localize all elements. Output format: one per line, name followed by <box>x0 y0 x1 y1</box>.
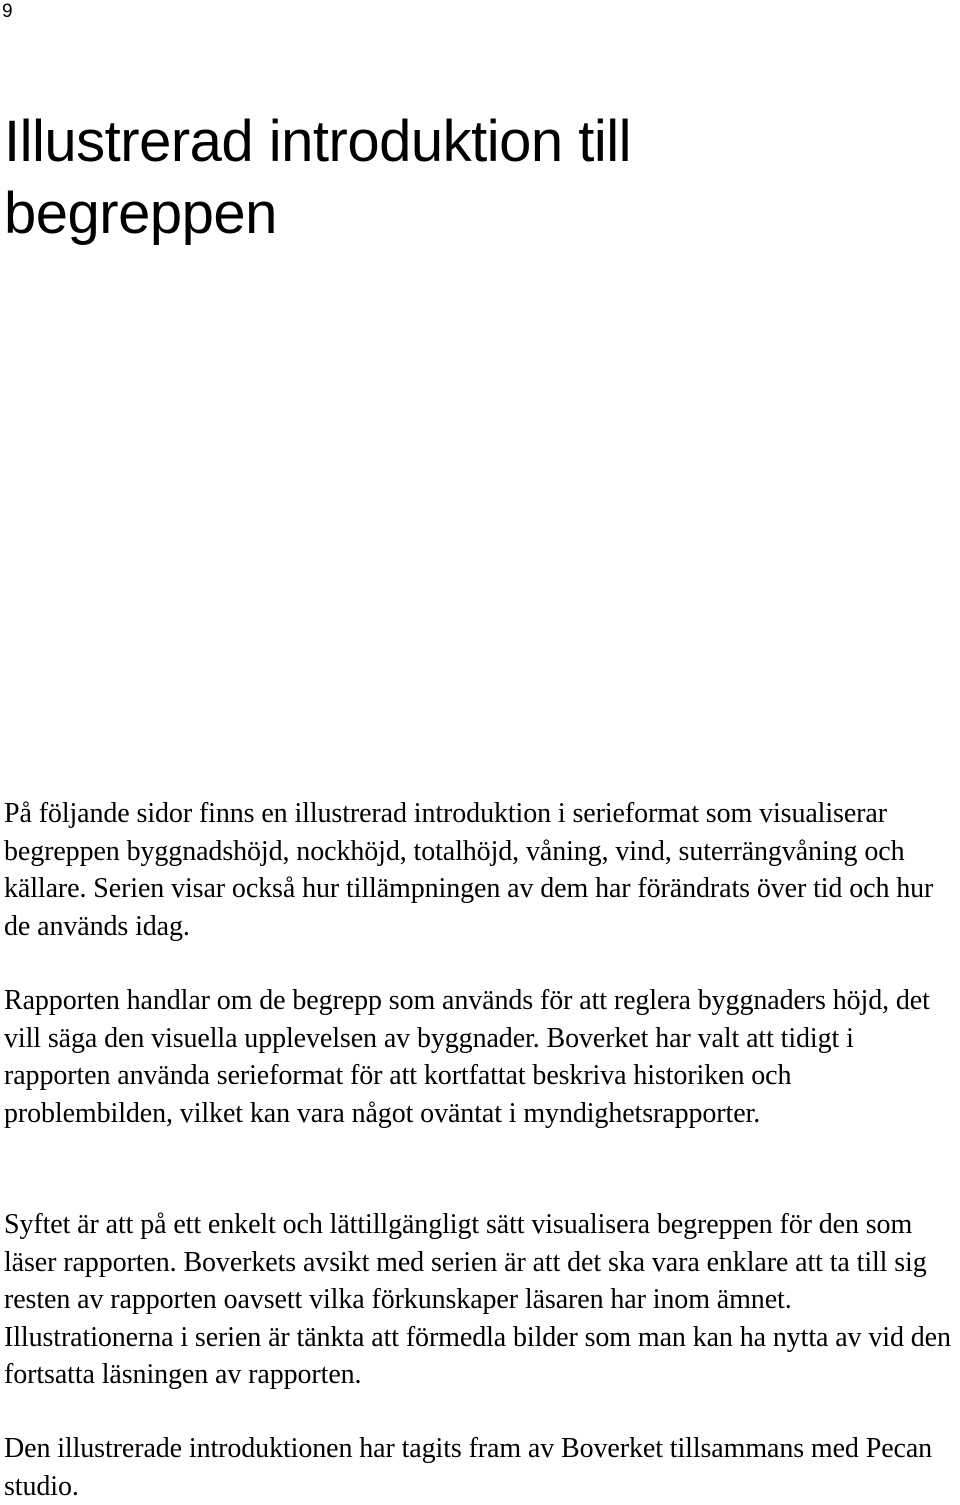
page-title <box>4 106 904 250</box>
paragraph-credits: Den illustrerade introduktionen har tagits fram av Boverket tillsammans med Pecan studio. <box>4 1433 933 1502</box>
page-title-line-1: Illustrerad introduktion till <box>4 109 632 174</box>
paragraph-report-scope: Rapporten handlar om de begrepp som används för att reglera byggnaders höjd, det vill säga den visuella upplevelsen av byggnader. Boverket har valt att tidigt i rapporten använda serieformat för att kortfattat beskriva historiken och problembilden, vilket kan vara något oväntat i myndighetsrapporter. <box>4 985 930 1129</box>
paragraph-purpose: Syftet är att på ett enkelt och lättillgängligt sätt visualisera begreppen för den som läser rapporten. Boverkets avsikt med serien är att det ska vara enklare att ta till sig resten av rapporten oavsett vilka förkunskaper läsaren har inom ämnet. Illustrationerna i serien är tänkta att förmedla bilder som man kan ha nytta av vid den fortsatta läsningen av rapporten. <box>4 1209 951 1390</box>
page-number: 9 <box>2 1 13 22</box>
paragraph-intro: På följande sidor finns en illustrerad introduktion i serieformat som visualiserar begreppen byggnadshöjd, nockhöjd, totalhöjd, våning, vind, suterrängvåning och källare. Serien visar också hur tillämpningen av dem har förändrats över tid och hur de används idag. <box>4 798 934 942</box>
page-title-line-2: begreppen <box>4 181 277 246</box>
